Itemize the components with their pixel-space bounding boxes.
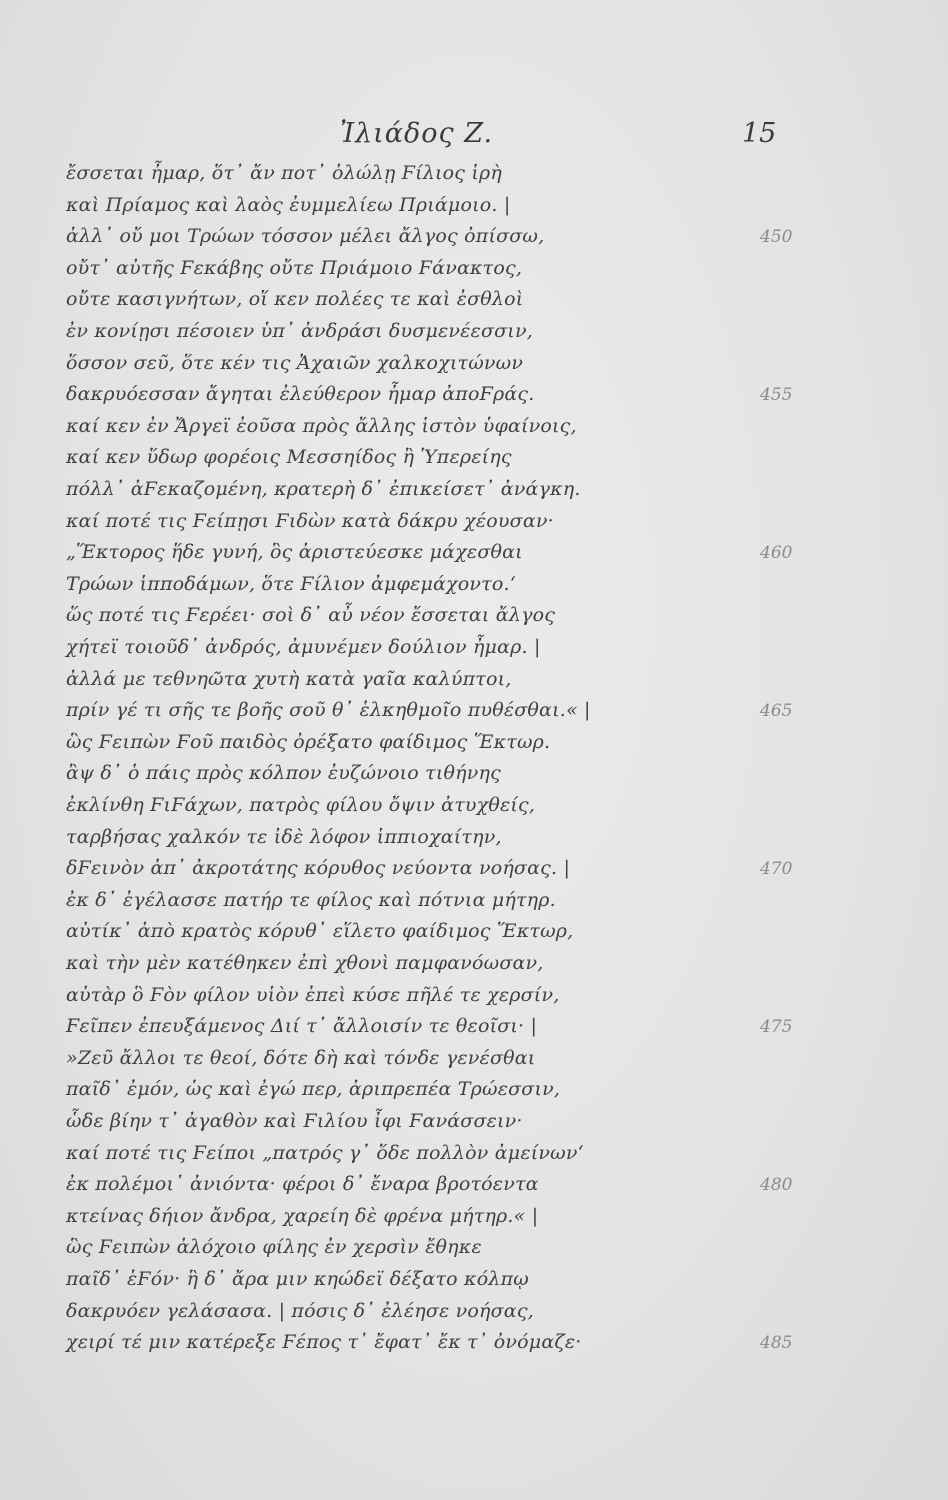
verse-line	[0, 510, 948, 541]
verse-line	[0, 604, 948, 635]
verse-line	[0, 889, 948, 920]
verse-text: πρίν γέ τι σῆς τε βοῆς σοῦ θ᾽ ἑλκηθμοῖο πυθέσθαι.« |	[66, 699, 591, 722]
line-number: 455	[760, 385, 793, 406]
verse-line	[0, 1236, 948, 1267]
verse-line	[0, 699, 948, 730]
verse-line	[0, 1047, 948, 1078]
verse-text: ἐκ πολέμοι᾽ ἀνιόντα· φέροι δ᾽ ἔναρα βροτόεντα	[66, 1173, 539, 1196]
verse-text: καί κεν ὕδωρ φορέοις Μεσσηίδος ἢ Ὑπερείης	[66, 446, 512, 469]
running-title: Ἰλιάδος Z.	[340, 118, 494, 149]
verse-text: καὶ τὴν μὲν κατέθηκεν ἐπὶ χθονὶ παμφανόωσαν,	[66, 952, 544, 974]
verse-line	[0, 478, 948, 509]
verse-text: οὔτε κασιγνήτων, οἵ κεν πολέες τε καὶ ἐσθλοὶ	[66, 288, 524, 311]
verse-line	[0, 446, 948, 477]
verse-line	[0, 636, 948, 667]
line-number: 465	[760, 701, 793, 722]
verse-text: αὐτὰρ ὃ Ϝὸν φίλον υἱὸν ἐπεὶ κύσε πῆλέ τε χερσίν,	[66, 983, 560, 1006]
verse-line	[0, 573, 948, 604]
verse-text: χήτεϊ τοιοῦδ᾽ ἀνδρός, ἀμυνέμεν δούλιον ἦμαρ. |	[66, 636, 541, 658]
line-number: 485	[760, 1333, 793, 1354]
verse-text: δακρυόεσσαν ἄγηται ἐλεύθερον ἦμαρ ἀποϜράς.	[66, 383, 535, 406]
line-number: 480	[760, 1175, 793, 1196]
verse-line	[0, 1300, 948, 1331]
verse-text: ταρβήσας χαλκόν τε ἰδὲ λόφον ἱππιοχαίτην,	[66, 825, 502, 848]
verse-text: »Ζεῦ ἄλλοι τε θεοί, δότε δὴ καὶ τόνδε γενέσθαι	[66, 1046, 536, 1069]
verse-text: ὧδε βίην τ᾽ ἀγαθὸν καὶ Ϝιλίου ἶφι Ϝανάσσειν·	[66, 1110, 523, 1132]
verse-text: „Ἕκτορος ἥδε γυνή, ὃς ἀριστεύεσκε μάχεσθαι	[66, 541, 523, 564]
verse-line	[0, 984, 948, 1015]
verse-text: οὔτ᾽ αὐτῆς Ϝεκάβης οὔτε Πριάμοιο Ϝάνακτος,	[66, 256, 523, 279]
verse-line	[0, 225, 948, 256]
verse-line	[0, 857, 948, 888]
verse-text: ὣς Ϝειπὼν Ϝοῦ παιδὸς ὀρέξατο φαίδιμος Ἕκτωρ.	[66, 730, 551, 753]
verse-line	[0, 794, 948, 825]
verse-line	[0, 162, 948, 193]
verse-text: Τρώων ἱπποδάμων, ὅτε Ϝίλιον ἀμφεμάχοντο.‘	[66, 572, 516, 595]
verse-text: αὐτίκ᾽ ἀπὸ κρατὸς κόρυθ᾽ εἵλετο φαίδιμος Ἕκτωρ,	[66, 920, 574, 943]
verse-line	[0, 1078, 948, 1109]
verse-text: ἐκλίνθη ϜιϜάχων, πατρὸς φίλου ὄψιν ἀτυχθείς,	[66, 794, 536, 816]
verse-line	[0, 731, 948, 762]
verse-line	[0, 383, 948, 414]
line-number: 475	[760, 1017, 793, 1038]
verse-line	[0, 920, 948, 951]
verse-line	[0, 826, 948, 857]
verse-text: κτείνας δήιον ἄνδρα, χαρείη δὲ φρένα μήτηρ.« |	[66, 1204, 539, 1227]
page-header	[0, 118, 948, 158]
verse-line	[0, 668, 948, 699]
verse-text: χειρί τέ μιν κατέρεξε Ϝέπος τ᾽ ἔφατ᾽ ἔκ τ᾽ ὀνόμαζε·	[66, 1331, 582, 1354]
line-number: 460	[760, 543, 793, 564]
verse-line	[0, 762, 948, 793]
verse-line	[0, 1331, 948, 1362]
verse-text: ἂψ δ᾽ ὁ πάις πρὸς κόλπον ἐυζώνοιο τιθήνης	[66, 762, 501, 785]
verse-text: καὶ Πρίαμος καὶ λαὸς ἐυμμελίεω Πριάμοιο. |	[66, 193, 511, 216]
verse-line	[0, 352, 948, 383]
verse-text: δακρυόεν γελάσασα. | πόσις δ᾽ ἐλέησε νοήσας,	[66, 1299, 534, 1322]
verse-text: δϜεινὸν ἀπ᾽ ἀκροτάτης κόρυθος νεύοντα νοήσας. |	[66, 857, 571, 880]
verse-text: ὅσσον σεῦ, ὅτε κέν τις Ἀχαιῶν χαλκοχιτώνων	[66, 351, 524, 374]
verse-text: καί κεν ἐν Ἄργεϊ ἐοῦσα πρὸς ἄλλης ἱστὸν ὑφαίνοις,	[66, 414, 577, 437]
verse-line	[0, 1268, 948, 1299]
page-number: 15	[742, 118, 777, 149]
verse-line	[0, 415, 948, 446]
verse-line	[0, 1015, 948, 1046]
verse-line	[0, 257, 948, 288]
verse-text: ἔσσεται ἦμαρ, ὅτ᾽ ἄν ποτ᾽ ὀλώλῃ Ϝίλιος ἱρὴ	[66, 162, 502, 184]
verse-line	[0, 1173, 948, 1204]
verse-text: καί ποτέ τις Ϝείπῃσι Ϝιδὼν κατὰ δάκρυ χέουσαν·	[66, 509, 554, 532]
verse-text: παῖδ᾽ ἑϜόν· ἣ δ᾽ ἄρα μιν κηώδεϊ δέξατο κόλπῳ	[66, 1268, 529, 1290]
verse-line	[0, 320, 948, 351]
verse-text: ὣς Ϝειπὼν ἀλόχοιο φίλης ἐν χερσὶν ἔθηκε	[66, 1236, 482, 1259]
verse-text: ἀλλά με τεθνηῶτα χυτὴ κατὰ γαῖα καλύπτοι,	[66, 667, 512, 690]
verse-text: ἐκ δ᾽ ἐγέλασσε πατήρ τε φίλος καὶ πότνια μήτηρ.	[66, 888, 556, 911]
verse-text: ἀλλ᾽ οὔ μοι Τρώων τόσσον μέλει ἄλγος ὀπίσσω,	[66, 225, 545, 248]
verse-line	[0, 1142, 948, 1173]
verse-line	[0, 952, 948, 983]
verse-text: παῖδ᾽ ἐμόν, ὡς καὶ ἐγώ περ, ἀριπρεπέα Τρώεσσιν,	[66, 1078, 561, 1101]
verse-line	[0, 1205, 948, 1236]
verse-line	[0, 194, 948, 225]
verse-text: καί ποτέ τις Ϝείποι „πατρός γ᾽ ὅδε πολλὸν ἀμείνων‘	[66, 1141, 584, 1164]
verse-line	[0, 1110, 948, 1141]
verse-text: ὥς ποτέ τις Ϝερέει· σοὶ δ᾽ αὖ νέον ἔσσεται ἄλγος	[66, 604, 556, 627]
verse-text: πόλλ᾽ ἀϜεκαζομένη, κρατερὴ δ᾽ ἐπικείσετ᾽ ἀνάγκη.	[66, 478, 581, 500]
verse-line	[0, 541, 948, 572]
verse-line	[0, 288, 948, 319]
line-number: 470	[760, 859, 793, 880]
verse-text: ἐν κονίῃσι πέσοιεν ὑπ᾽ ἀνδράσι δυσμενέεσσιν,	[66, 320, 533, 342]
verse-text: Ϝεῖπεν ἐπευξάμενος Διί τ᾽ ἄλλοισίν τε θεοῖσι· |	[66, 1015, 538, 1038]
line-number: 450	[760, 227, 793, 248]
